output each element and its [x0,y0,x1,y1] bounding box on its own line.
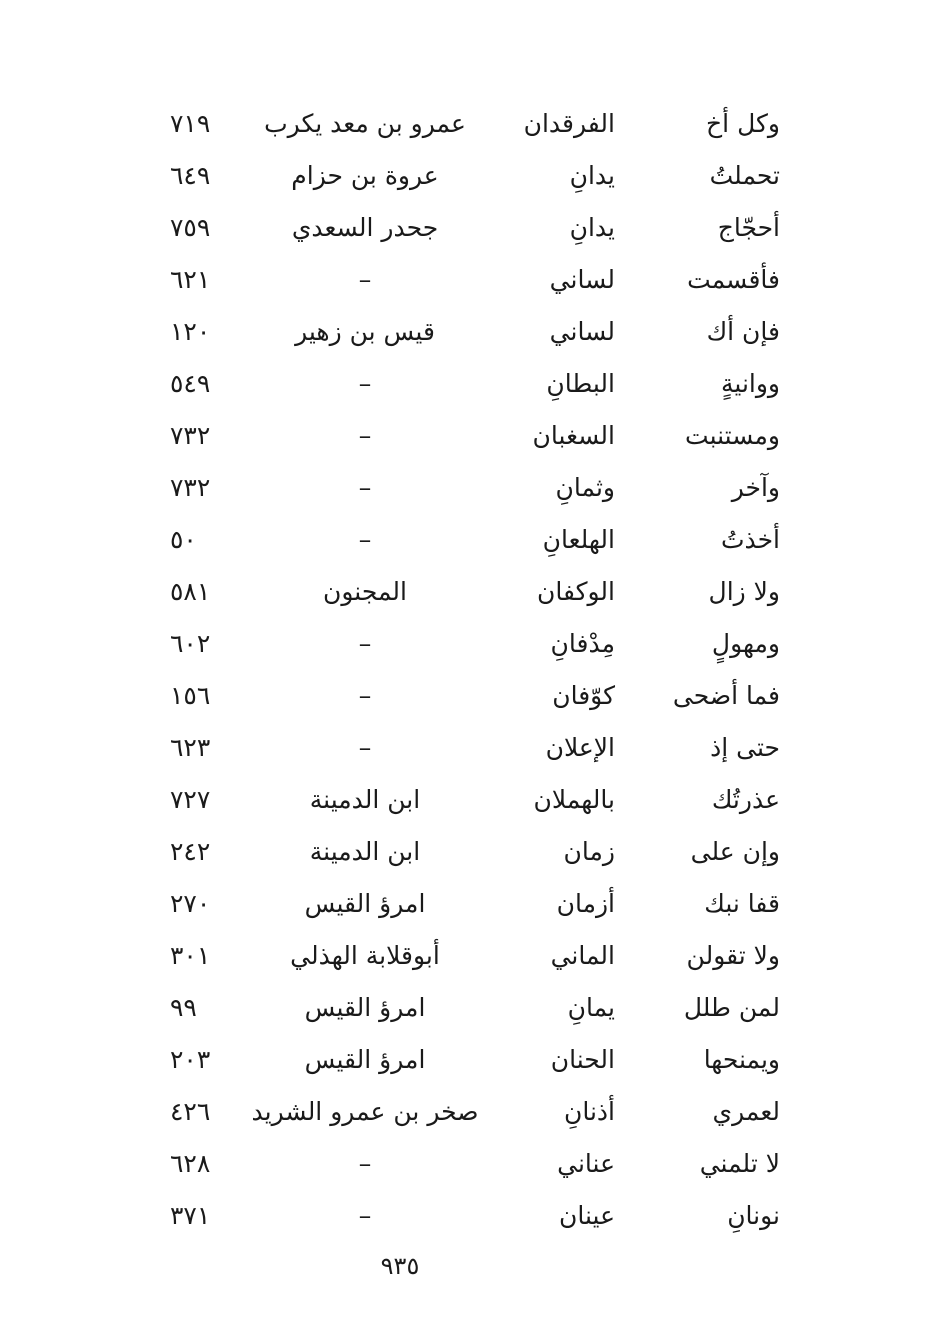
page-reference: ١٥٦ [170,681,211,710]
poet-name: – [358,733,372,762]
verse-opening: فأقسمت [687,265,780,294]
verse-opening: وإن على [690,837,780,866]
rhyme-word: كوّفان [552,681,615,710]
rhyme-word: مِدْفانِ [550,629,615,658]
index-row [150,982,780,1034]
poet-name: جحدر السعدي [291,213,439,242]
page-reference: ٦٠٢ [170,629,211,658]
rhyme-word: يمانِ [567,993,615,1022]
index-row [150,826,780,878]
index-row [150,1138,780,1190]
page-reference: ٥٨١ [170,577,211,606]
rhyme-word: لساني [549,317,615,346]
page-reference: ٢٧٠ [170,889,211,918]
index-row [150,1034,780,1086]
poet-name: أبوقلابة الهذلي [290,941,440,970]
rhyme-word: الحنان [550,1045,615,1074]
poet-name: عمرو بن معد يكرب [264,109,466,138]
poet-name: – [358,681,372,710]
verse-opening: فما أضحى [672,681,780,710]
index-row [150,410,780,462]
index-row [150,306,780,358]
rhyme-word: الوكفان [536,577,615,606]
poet-name: امرؤ القيس [304,1045,426,1074]
verse-opening: ولا تقولن [686,941,780,970]
rhyme-word: زمان [563,837,615,866]
page-reference: ٢٠٣ [170,1045,211,1074]
verse-opening: تحملتُ [709,161,780,190]
page-reference: ٩٩ [170,993,197,1022]
rhyme-word: لساني [549,265,615,294]
index-row [150,202,780,254]
index-row [150,98,780,150]
verse-opening: نونانِ [727,1201,780,1230]
poet-name: قيس بن زهير [295,317,435,346]
verse-opening: أخذتُ [720,525,780,554]
poet-name: امرؤ القيس [304,993,426,1022]
page-number: ٩٣٥ [380,1252,420,1280]
poet-name: – [358,473,372,502]
index-row [150,462,780,514]
rhyme-word: أذنانِ [563,1097,615,1126]
page-reference: ٢٤٢ [170,837,211,866]
verse-opening: وكل أخ [706,109,780,138]
rhyme-word: الفرقدان [523,109,615,138]
poet-name: المجنون [323,577,407,606]
poet-name: – [358,369,372,398]
rhyme-word: السغبان [532,421,615,450]
page-reference: ٧١٩ [170,109,211,138]
page-reference: ٦٤٩ [170,161,211,190]
page-reference: ٥٠ [170,525,197,554]
rhyme-word: أزمان [556,889,615,918]
verse-opening: ولا زال [708,577,780,606]
index-row [150,1086,780,1138]
index-row [150,670,780,722]
verse-opening: ووانيةٍ [721,369,780,398]
index-row [150,514,780,566]
verse-opening: لا تلمني [699,1149,780,1178]
page-reference: ٦٢١ [170,265,211,294]
verse-opening: ومهولٍ [711,629,780,658]
rhyme-word: عناني [557,1149,615,1178]
poet-name: – [358,629,372,658]
page-reference: ٧٣٢ [170,473,211,502]
verse-opening: ومستنبت [685,421,780,450]
verse-opening: قفا نبك [704,889,780,918]
poet-name: – [358,1201,372,1230]
verse-opening: وآخر [731,473,780,502]
poet-name: امرؤ القيس [304,889,426,918]
poet-name: – [358,421,372,450]
page-reference: ٥٤٩ [170,369,211,398]
rhyme-word: يدانِ [569,161,615,190]
page-reference: ٣٠١ [170,941,211,970]
index-row [150,150,780,202]
index-row [150,878,780,930]
rhyme-word: يدانِ [569,213,615,242]
verse-opening: ويمنحها [703,1045,780,1074]
index-row [150,254,780,306]
page-reference: ٦٢٣ [170,733,211,762]
rhyme-word: وثمانِ [555,473,615,502]
rhyme-word: بالهملان [533,785,615,814]
index-row [150,722,780,774]
poet-name: ابن الدمينة [309,785,421,814]
index-row [150,1190,780,1242]
rhyme-word: البطانِ [546,369,615,398]
rhyme-word: الإعلان [545,733,615,762]
page-reference: ٧٣٢ [170,421,211,450]
page-reference: ٣٧١ [170,1201,211,1230]
page-reference: ٧٥٩ [170,213,211,242]
poet-name: – [358,1149,372,1178]
page-reference: ١٢٠ [170,317,211,346]
verse-opening: أحجّاج [717,213,780,242]
index-row [150,618,780,670]
verse-opening: فإن أك [706,317,780,346]
index-row [150,566,780,618]
page-reference: ٧٢٧ [170,785,211,814]
index-row [150,774,780,826]
poet-name: – [358,265,372,294]
verse-opening: لعمري [712,1097,780,1126]
page-reference: ٦٢٨ [170,1149,211,1178]
rhyme-word: الماني [550,941,615,970]
rhyme-word: الهلعانِ [542,525,615,554]
verse-opening: لمن طلل [683,993,780,1022]
verse-opening: حتى إذ [710,733,780,762]
poet-name: – [358,525,372,554]
index-row [150,358,780,410]
poet-name: ابن الدمينة [309,837,421,866]
index-row [150,930,780,982]
page-reference: ٤٢٦ [170,1097,211,1126]
rhyme-word: عينان [559,1201,615,1230]
verse-opening: عذرتُك [711,785,780,814]
poet-name: صخر بن عمرو الشريد [251,1097,479,1126]
verse-index-table [150,98,780,1242]
poet-name: عروة بن حزام [291,161,439,190]
